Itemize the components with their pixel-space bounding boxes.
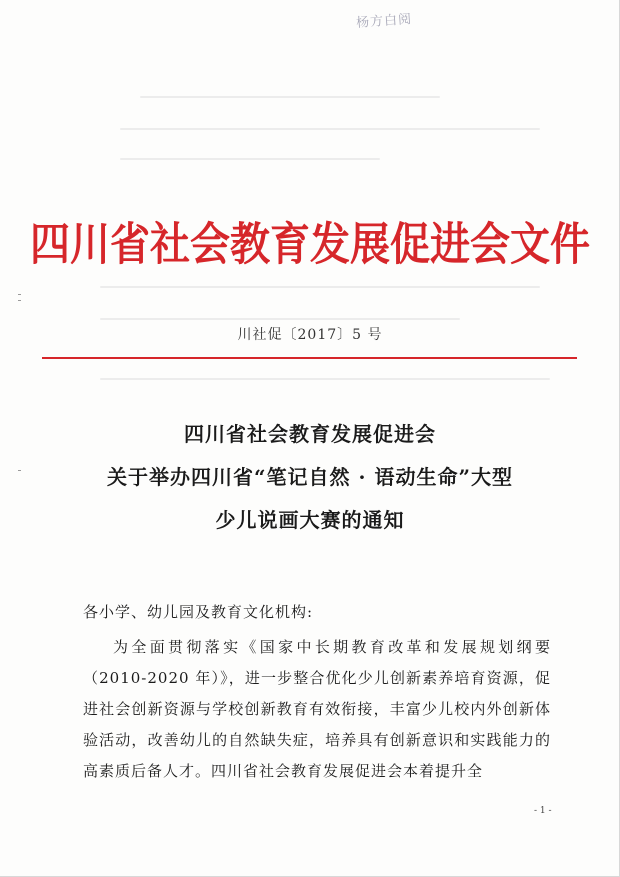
- body-paragraph: 为全面贯彻落实《国家中长期教育改革和发展规划纲要（2010-2020 年）》，进一步整合优化少儿创新素养培育资源，促进社会创新资源与学校创新教育有效衔接，丰富少儿校内外创新体验活动，改善幼儿的自然缺失症，培养具有创新意识和实践能力的高素质后备人才。四川省社会教育发展促进会本着提升全: [83, 638, 551, 780]
- red-divider-rule: [42, 357, 577, 359]
- issuer-title: 四川省社会教育发展促进会文件: [30, 217, 590, 271]
- document-number: 川社促〔2017〕5 号: [237, 327, 383, 343]
- addressee-line: 各小学、幼儿园及教育文化机构:: [83, 603, 314, 621]
- show-through-line: [120, 158, 380, 160]
- scan-edge-mark: [18, 300, 21, 301]
- page-number: - 1 -: [534, 806, 552, 816]
- notice-title-line: 少儿说画大赛的通知: [215, 508, 405, 532]
- show-through-line: [100, 378, 550, 380]
- notice-title-line: 关于举办四川省“笔记自然 · 语动生命”大型: [107, 465, 513, 489]
- show-through-line: [140, 96, 440, 98]
- scan-edge-mark: [18, 294, 21, 295]
- handwritten-annotation: 杨方白阅: [355, 12, 413, 31]
- show-through-line: [100, 318, 460, 320]
- notice-title-line: 四川省社会教育发展促进会: [184, 422, 436, 446]
- show-through-line: [120, 128, 540, 130]
- show-through-line: [100, 286, 540, 288]
